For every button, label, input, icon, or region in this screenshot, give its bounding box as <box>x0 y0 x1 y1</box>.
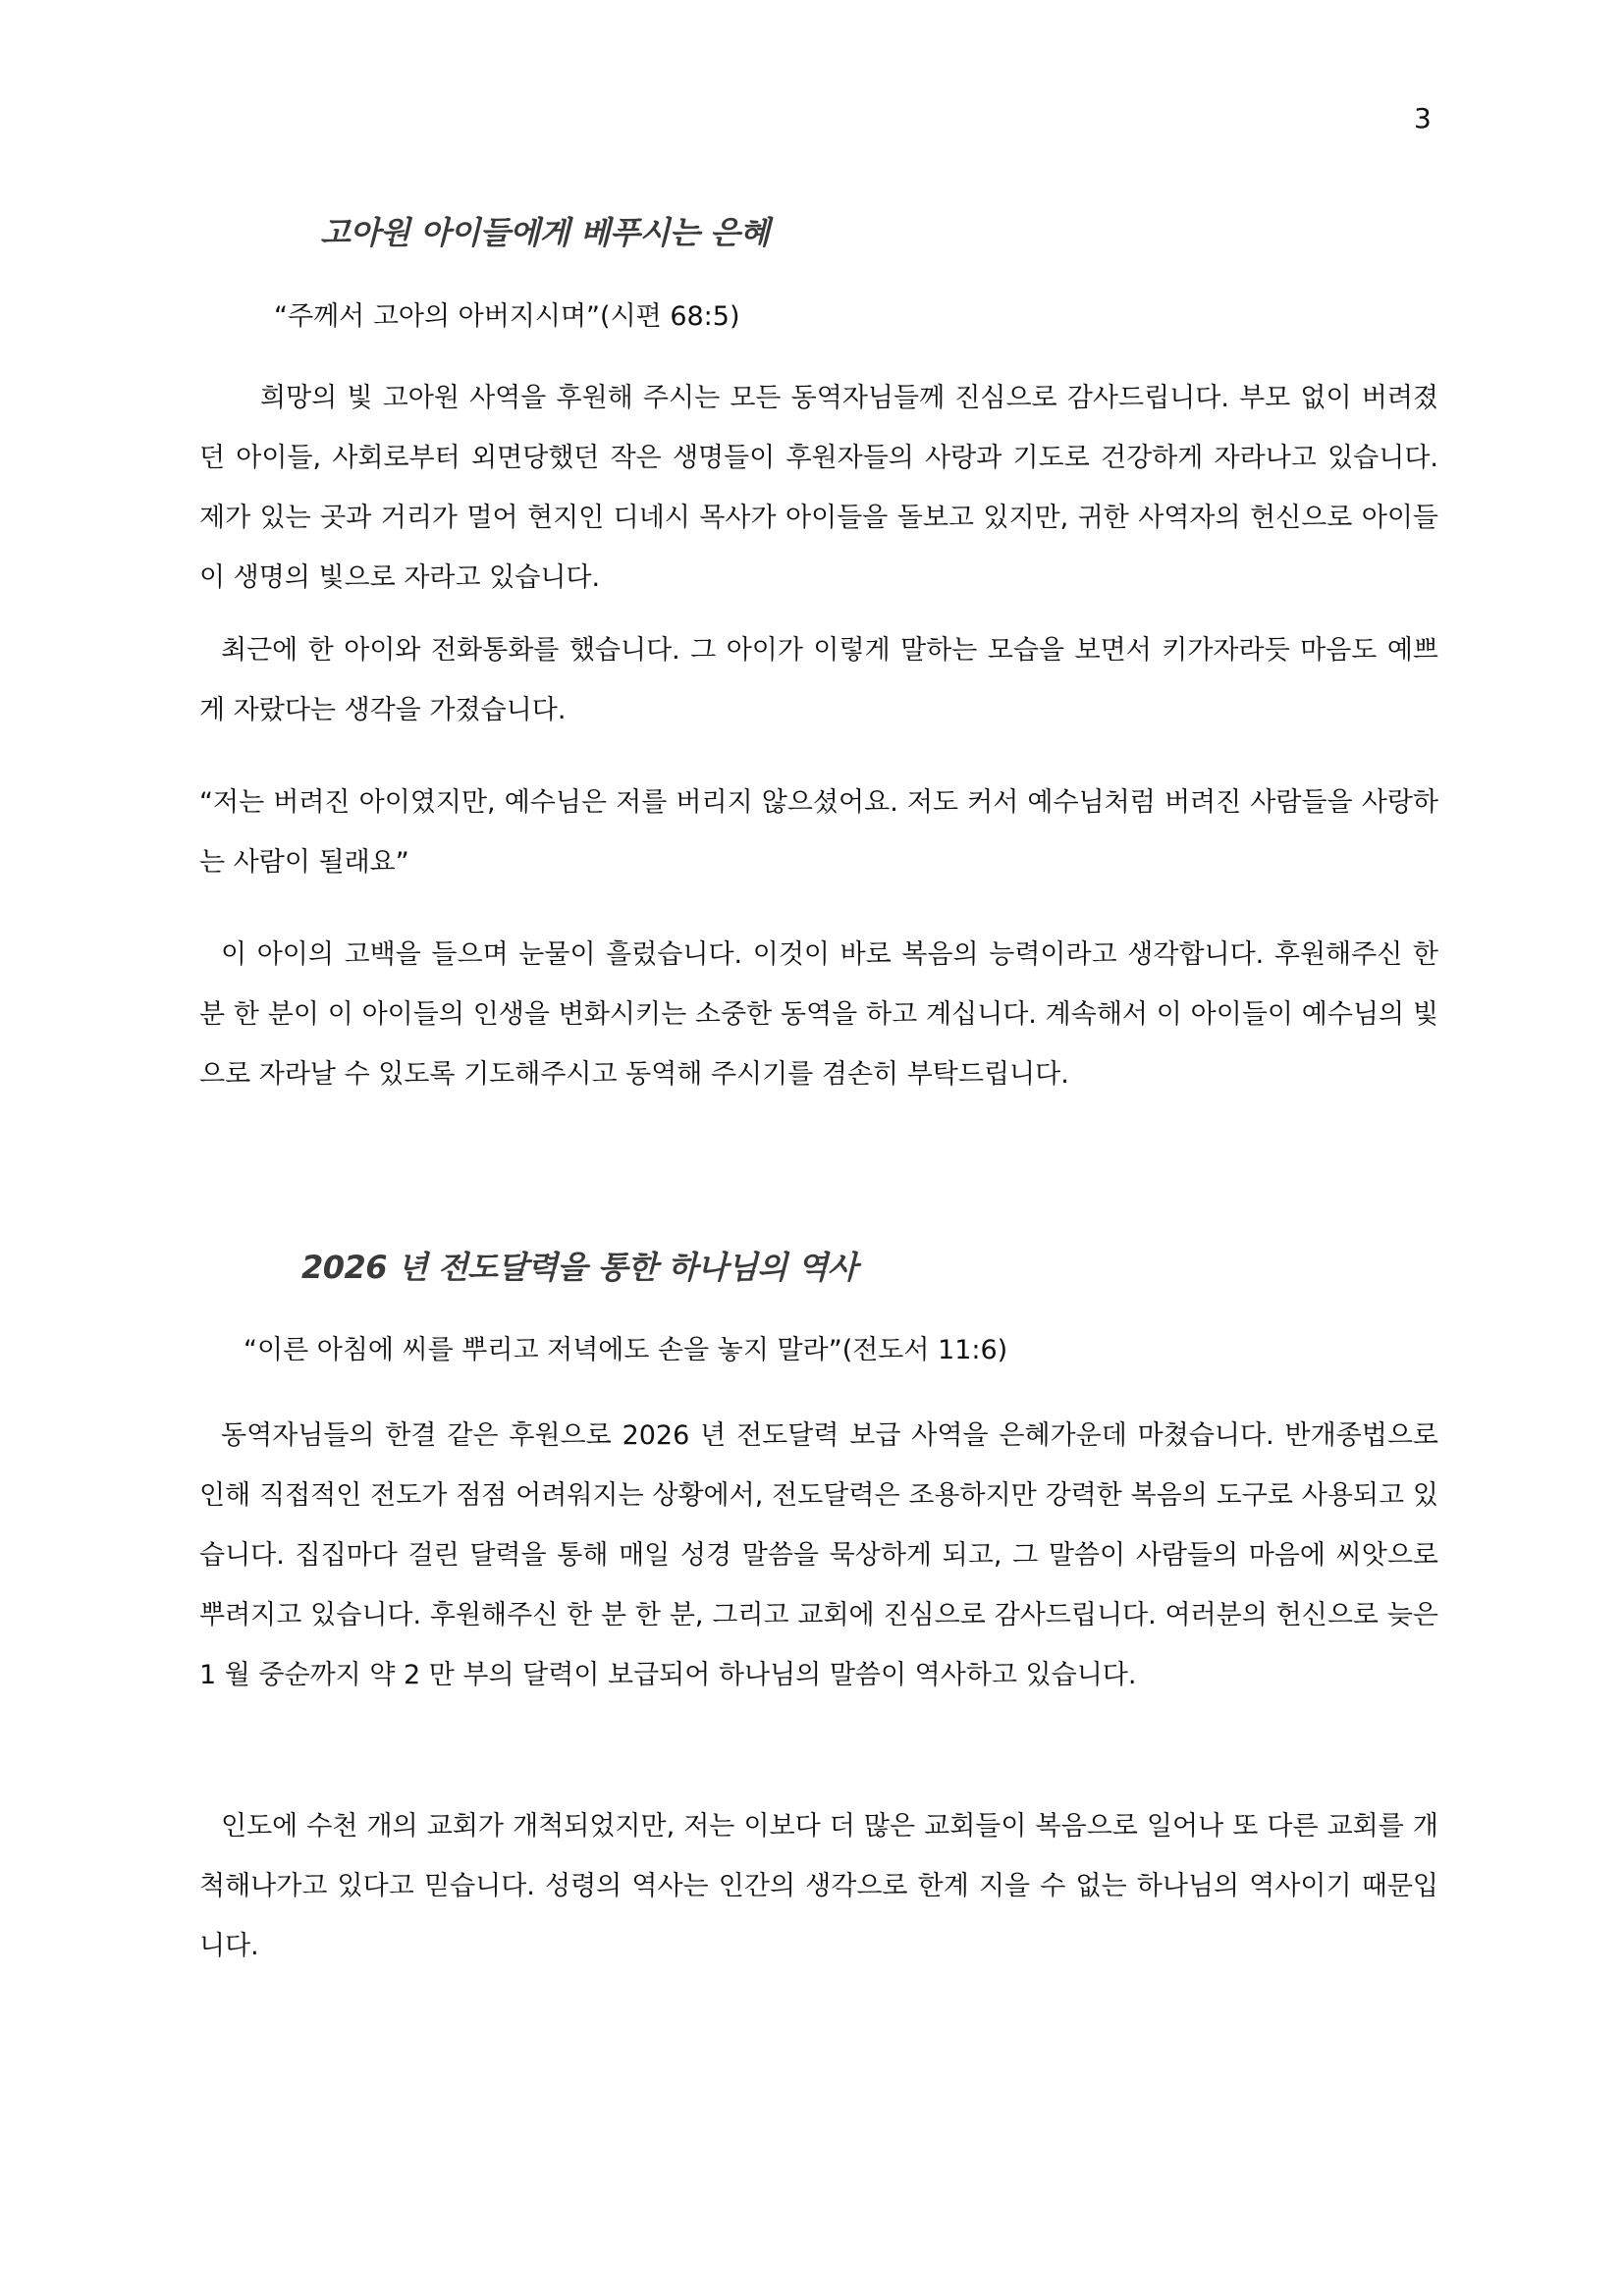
section-heading-orphanage: 고아원 아이들에게 베푸시는 은혜 <box>320 214 770 251</box>
scripture-verse-psalm: “주께서 고아의 아버지시며”(시편 68:5) <box>274 301 740 332</box>
paragraph-child-quote: “저는 버려진 아이였지만, 예수님은 저를 버리지 않으셨어요. 저도 커서 예수님처럼 버려진 사람들을 사랑하는 사람이 될래요” <box>199 787 1438 878</box>
paragraph-church-planting: 인도에 수천 개의 교회가 개척되었지만, 저는 이보다 더 많은 교회들이 복음으로 일어나 또 다른 교회를 개척해나가고 있다고 믿습니다. 성령의 역사는 인간의 생각으로 한계 지을 수 없는 하나님의 역사이기 때문입니다. <box>199 1811 1438 1961</box>
scripture-verse-ecclesiastes: “이른 아침에 씨를 뿌리고 저녁에도 손을 놓지 말라”(전도서 11:6) <box>244 1335 1008 1365</box>
paragraph-gospel-power: 이 아이의 고백을 들으며 눈물이 흘렀습니다. 이것이 바로 복음의 능력이라고 생각합니다. 후원해주신 한 분 한 분이 이 아이들의 인생을 변화시키는 소중한 동역을 하고 계십니다. 계속해서 이 아이들이 예수님의 빛으로 자라날 수 있도록 기도해주시고 동역해 주시기를 겸손히 부탁드립니다. <box>199 939 1438 1090</box>
page-number: 3 <box>1414 102 1432 134</box>
paragraph-phone-call: 최근에 한 아이와 전화통화를 했습니다. 그 아이가 이렇게 말하는 모습을 보면서 키가자라듯 마음도 예쁘게 자랐다는 생각을 가졌습니다. <box>199 635 1438 725</box>
paragraph-thanks: 희망의 빛 고아원 사역을 후원해 주시는 모든 동역자님들께 진심으로 감사드립니다. 부모 없이 버려졌던 아이들, 사회로부터 외면당했던 작은 생명들이 후원자들의 사랑과 기도로 건강하게 자라나고 있습니다. 제가 있는 곳과 거리가 멀어 현지인 디네시 목사가 아이들을 돌보고 있지만, 귀한 사역자의 헌신으로 아이들이 생명의 빛으로 자라고 있습니다. <box>199 383 1438 593</box>
paragraph-calendar-ministry: 동역자님들의 한결 같은 후원으로 2026 년 전도달력 보급 사역을 은혜가운데 마쳤습니다. 반개종법으로 인해 직접적인 전도가 점점 어려워지는 상황에서, 전도달력은 조용하지만 강력한 복음의 도구로 사용되고 있습니다. 집집마다 걸린 달력을 통해 매일 성경 말씀을 묵상하게 되고, 그 말씀이 사람들의 마음에 씨앗으로 뿌려지고 있습니다. 후원해주신 한 분 한 분, 그리고 교회에 진심으로 감사드립니다. 여러분의 헌신으로 늦은 1 월 중순까지 약 2 만 부의 달력이 보급되어 하나님의 말씀이 역사하고 있습니다. <box>199 1420 1438 1690</box>
section-heading-calendar: 2026 년 전도달력을 통한 하나님의 역사 <box>301 1249 858 1286</box>
